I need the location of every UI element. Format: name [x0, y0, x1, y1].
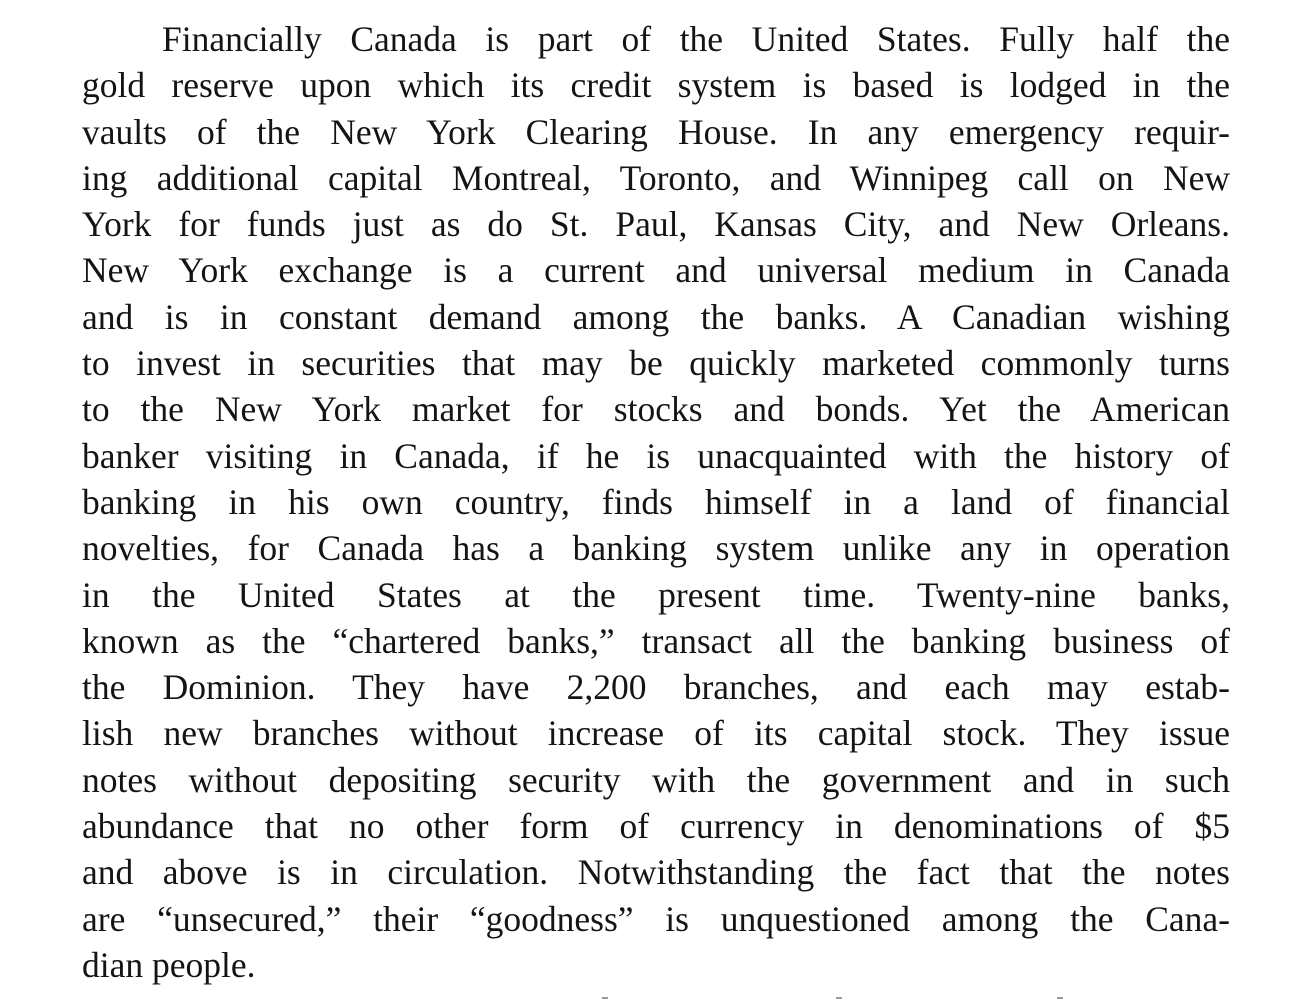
body-paragraph: [82, 16, 1230, 988]
text-line: notes without depositing security with the government and in such: [82, 759, 1230, 800]
text-line: to invest in securities that may be quickly marketed commonly turns: [82, 343, 1230, 384]
text-line: known as the “chartered banks,” transact all the banking business of: [82, 620, 1230, 661]
text-line: are “unsecured,” their “goodness” is unquestioned among the Cana-: [82, 898, 1230, 939]
text-line: banker visiting in Canada, if he is unacquainted with the history of: [82, 435, 1230, 476]
text-line: vaults of the New York Clearing House. In any emergency requir-: [82, 111, 1230, 152]
next-line-top-marks: [0, 994, 1300, 1001]
text-line: the Dominion. They have 2,200 branches, and each may estab-: [82, 667, 1230, 708]
scan-artifact-mark: [602, 997, 608, 999]
document-page: [82, 16, 1230, 988]
text-line: and above is in circulation. Notwithstanding the fact that the notes: [82, 852, 1230, 893]
text-line: New York exchange is a current and universal medium in Canada: [82, 250, 1230, 291]
scan-artifact-mark: [836, 997, 842, 999]
text-line: lish new branches without increase of its capital stock. They issue: [82, 713, 1230, 754]
text-line: to the New York market for stocks and bonds. Yet the American: [82, 389, 1230, 430]
text-line: banking in his own country, finds himself in a land of financial: [82, 481, 1230, 522]
text-line: Financially Canada is part of the United States. Fully half the: [162, 19, 1230, 59]
scan-artifact-mark: [1057, 997, 1063, 999]
text-line: gold reserve upon which its credit system is based is lodged in the: [82, 65, 1230, 106]
text-line: ing additional capital Montreal, Toronto, and Winnipeg call on New: [82, 157, 1230, 198]
text-line: York for funds just as do St. Paul, Kansas City, and New Orleans.: [82, 204, 1230, 245]
text-line: abundance that no other form of currency in denominations of $5: [82, 806, 1230, 847]
text-line: and is in constant demand among the banks. A Canadian wishing: [82, 296, 1230, 337]
text-line: in the United States at the present time. Twenty-nine banks,: [82, 574, 1230, 615]
text-line: dian people.: [82, 944, 256, 985]
text-line: novelties, for Canada has a banking system unlike any in operation: [82, 528, 1230, 569]
